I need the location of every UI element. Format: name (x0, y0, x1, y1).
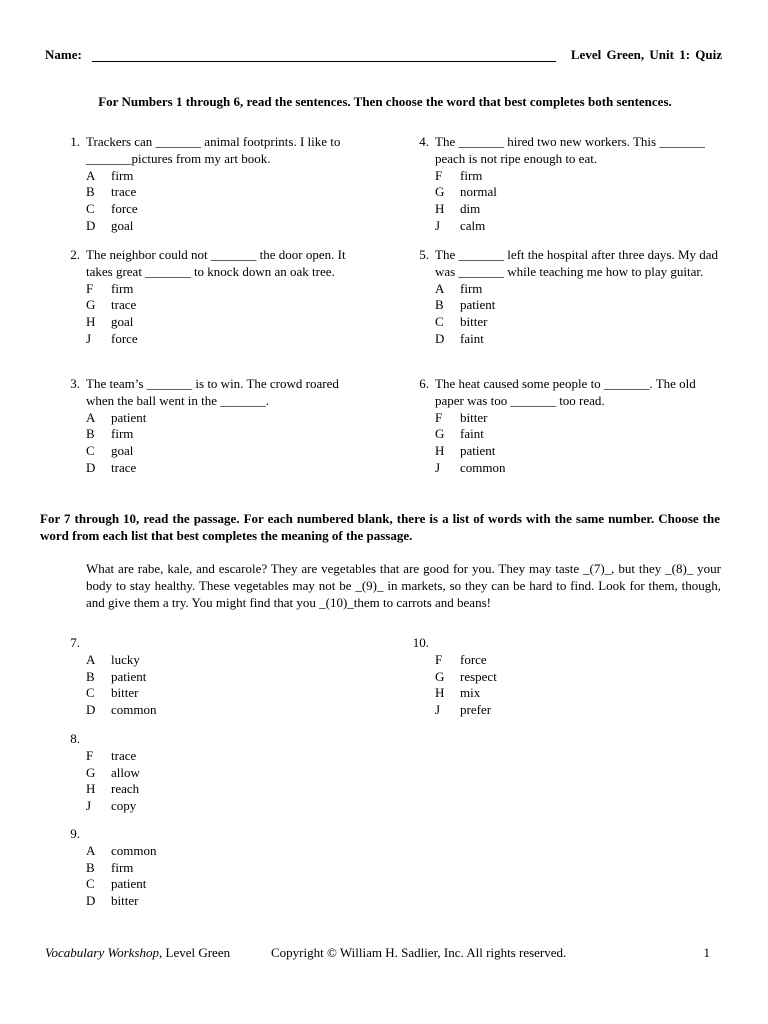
answer-choice[interactable]: C goal (86, 443, 134, 459)
answer-choice[interactable]: C force (86, 201, 138, 217)
header (45, 47, 722, 65)
answer-choice[interactable]: F firm (435, 167, 483, 183)
question-stem: Trackers can _______ animal footprints. I like to _______pictures from my art book. (86, 134, 341, 166)
answer-choice[interactable]: J prefer (435, 702, 492, 718)
answer-choice[interactable]: J calm (435, 217, 486, 233)
answer-choice[interactable]: C bitter (86, 685, 139, 701)
answer-choice[interactable]: G faint (435, 426, 484, 442)
question-stem: The team’s _______ is to win. The crowd roared when the ball went in the _______. (86, 376, 339, 408)
question-stem: The heat caused some people to _______. The old paper was too _______ too read. (435, 376, 696, 408)
answer-choice[interactable]: F firm (86, 280, 134, 296)
reading-passage: What are rabe, kale, and escarole? They are vegetables that are good for you. They may taste _(7)_, but they _(8)_ your body to stay healthy. These vegetables may not be _(9)_ in markets, so they can be hard to find. Look for them, though, and give them a try. You might find that you _(10)_them to carrots and beans! (86, 561, 721, 610)
question-number: 2. (70, 247, 80, 262)
answer-choice[interactable]: H mix (435, 685, 481, 701)
answer-choice[interactable]: D faint (435, 330, 484, 346)
answer-choice[interactable]: F force (435, 651, 487, 667)
answer-choice[interactable]: B firm (86, 859, 134, 875)
answer-choice[interactable]: H goal (86, 314, 134, 330)
answer-choice[interactable]: A firm (86, 167, 134, 183)
answer-choice[interactable]: A lucky (86, 651, 140, 667)
answer-choice[interactable]: D goal (86, 217, 134, 233)
answer-choice[interactable]: A patient (86, 409, 147, 425)
answer-choice[interactable]: F bitter (435, 409, 488, 425)
footer (45, 945, 710, 963)
answer-choice[interactable]: B patient (435, 297, 496, 313)
answer-choice[interactable]: J force (86, 330, 138, 346)
answer-choice[interactable]: A common (86, 842, 157, 858)
answer-choice[interactable]: F trace (86, 747, 137, 763)
answer-choice[interactable]: B trace (86, 184, 137, 200)
answer-choice[interactable]: C bitter (435, 314, 488, 330)
question-stem: The _______ left the hospital after three days. My dad was _______ while teaching me how to play guitar. (435, 247, 719, 279)
answer-choice[interactable]: A firm (435, 280, 483, 296)
question-number: 5. (419, 247, 429, 262)
answer-choice[interactable]: H patient (435, 443, 496, 459)
answer-choice[interactable]: J copy (86, 798, 137, 814)
question-number: 8. (70, 731, 80, 746)
answer-choice[interactable]: J common (435, 459, 506, 475)
name-field[interactable] (92, 47, 556, 62)
question-stem: The _______ hired two new workers. This _______ peach is not ripe enough to eat. (435, 134, 705, 166)
question-number: 7. (70, 635, 80, 650)
question-number: 9. (70, 826, 80, 841)
answer-choice[interactable]: D common (86, 702, 157, 718)
answer-choice[interactable]: H dim (435, 201, 481, 217)
answer-choice[interactable]: G respect (435, 668, 497, 684)
section2-instructions: For 7 through 10, read the passage. For each numbered blank, there is a list of words with the same number. Choose the word from each list that best completes the meaning of the passage. (40, 511, 720, 543)
answer-choice[interactable]: B firm (86, 426, 134, 442)
answer-choice[interactable]: D trace (86, 459, 137, 475)
question-number: 4. (419, 134, 429, 149)
answer-choice[interactable]: D bitter (86, 893, 139, 909)
footer-copyright: Copyright © William H. Sadlier, Inc. All rights reserved. (271, 945, 567, 960)
question-number: 3. (70, 376, 80, 391)
answer-choice[interactable]: C patient (86, 876, 147, 892)
answer-choice[interactable]: G normal (435, 184, 497, 200)
question-stem: The neighbor could not _______ the door open. It takes great _______ to knock down an oak tree. (86, 247, 346, 279)
answer-choice[interactable]: G allow (86, 764, 140, 780)
question-number: 1. (70, 134, 80, 149)
answer-choice[interactable]: B patient (86, 668, 147, 684)
answer-choice[interactable]: H reach (86, 781, 140, 797)
quiz-title: Level Green, Unit 1: Quiz (570, 47, 722, 62)
question-number: 10. (412, 635, 429, 650)
answer-choice[interactable]: G trace (86, 297, 137, 313)
name-label: Name: (45, 47, 82, 62)
page-number: 1 (703, 945, 710, 960)
footer-book-title: Vocabulary Workshop, Level Green (45, 945, 231, 960)
question-number: 6. (419, 376, 429, 391)
section1-instructions: For Numbers 1 through 6, read the sentences. Then choose the word that best completes both sentences. (98, 94, 672, 109)
